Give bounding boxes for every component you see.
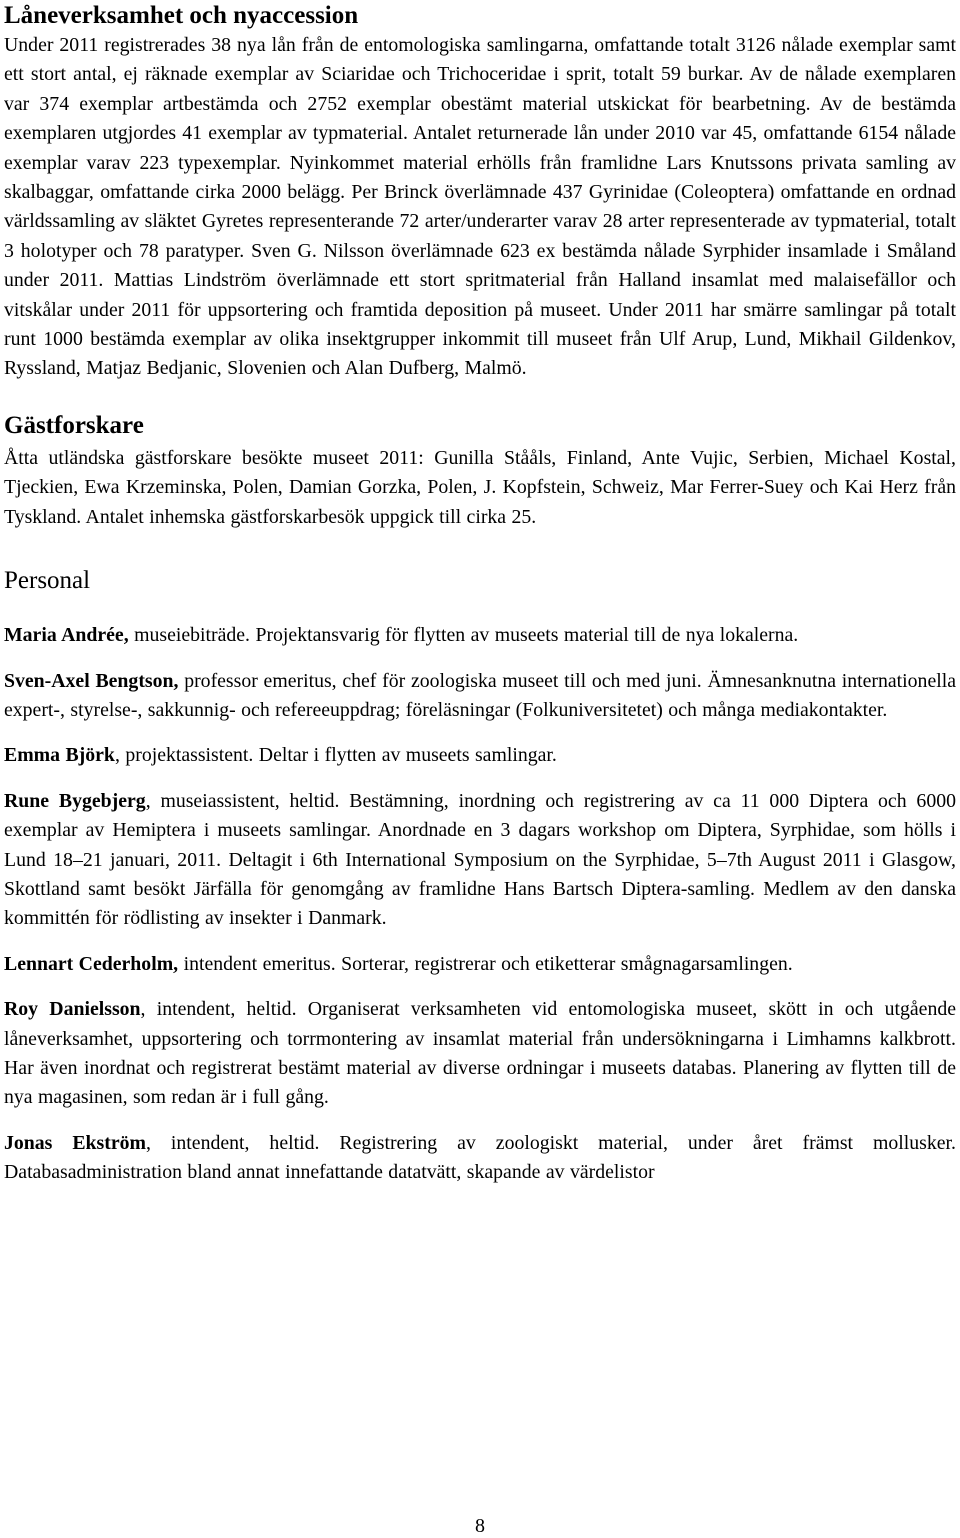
staff-entry (4, 667, 956, 726)
document-page (4, 0, 956, 1188)
staff-description: , projektassistent. Deltar i flytten av museets samlingar. (114, 744, 557, 767)
staff-name: Rune Bygebjerg (4, 789, 146, 812)
staff-description: , intendent, heltid. Registrering av zoologiskt material, under året främst mollusker. Databasadministration bland annat innefattande datatvätt, skapande av värdelistor (4, 1131, 956, 1184)
staff-entry (4, 621, 956, 650)
section-heading-staff: Personal (4, 567, 91, 595)
staff-name: Sven-Axel Bengtson, (4, 669, 179, 692)
staff-name: Jonas Ekström (4, 1131, 146, 1154)
staff-name: Maria Andrée, (4, 624, 129, 647)
staff-entry (4, 995, 956, 1113)
staff-name: Roy Danielsson (4, 998, 141, 1021)
staff-entry (4, 741, 956, 770)
section-heading-loans: Låneverksamhet och nyaccession (4, 2, 359, 29)
staff-description: intendent emeritus. Sorterar, registrerar och etiketterar smågnagarsamlingen. (178, 952, 793, 975)
staff-description: museiebiträde. Projektansvarig för flytten av museets material till de nya lokalerna. (128, 624, 799, 647)
staff-name: Emma Björk (4, 744, 115, 767)
staff-description: professor emeritus, chef för zoologiska museet till och med juni. Ämnesanknutna internationella expert-, styrelse-, sakkunnig- och refereeuppdrag; föreläsningar (Folkuniversitetet) och många mediakontakter. (4, 669, 956, 721)
staff-entry (4, 1129, 956, 1188)
staff-description: , intendent, heltid. Organiserat verksamheten vid entomologiska museet, skött in och utgående låneverksamhet, uppsortering och torrmontering av insamlat material från undersökningarna i Limhamns kalkbrott. Har även inordnat och registrerat bestämt material av diverse ordningar i museets databas. Planering av flytten till de nya magasinen, som redan är i full gång. (4, 998, 956, 1109)
staff-name: Lennart Cederholm, (4, 952, 179, 975)
staff-entry (4, 787, 956, 934)
section-text-guests: Åtta utländska gästforskare besökte museet 2011: Gunilla Stååls, Finland, Ante Vujic, Serbien, Michael Kostal, Tjeckien, Ewa Krzeminska, Polen, Damian Gorzka, Polen, J. Kopfstein, Schweiz, Mar Ferrer-Suey och Kai Herz från Tyskland. Antalet inhemska gästforskarbesök uppgick till cirka 25. (4, 446, 956, 528)
staff-entry (4, 950, 956, 979)
section-text-loans: Under 2011 registrerades 38 nya lån från de entomologiska samlingarna, omfattande totalt 3126 nålade exemplar samt ett stort antal, ej räknade exemplar av Sciaridae och Trichoceridae i sprit, totalt 59 burkar. Av de nålade exemplaren var 374 exemplar artbestämda och 2752 exemplar obestämt material utskickat för bearbetning. Av de bestämda exemplaren utgjordes 41 exemplar av typmaterial. Antalet returnerade lån under 2010 var 45, omfattande 6154 nålade exemplar varav 223 typexemplar. Nyinkommet material erhölls från framlidne Lars Knutssons privata samling av skalbaggar, omfattande cirka 2000 belägg. Per Brinck överlämnade 437 Gyrinidae (Coleoptera) omfattande en ordnad världssamling av släktet Gyretes representerande 72 arter/underarter varav 28 arter representerade av typmaterial, totalt 3 holotyper och 78 paratyper. Sven G. Nilsson överlämnade 623 ex bestämda nålade Syrphider insamlade i Småland under 2011. Mattias Lindström överlämnade ett stort spritmaterial från Halland insamlat med malaisefällor och vitskålar under 2011 för uppsortering och framtida deposition på museet. Under 2011 har smärre samlingar på totalt runt 1000 bestämda exemplar av olika insektgrupper inkommit till museet från Ulf Arup, Lund, Mikhail Gildenkov, Ryssland, Matjaz Bedjanic, Slovenien och Alan Dufberg, Malmö. (4, 34, 956, 380)
section-heading-guests: Gästforskare (4, 411, 144, 439)
page-number: 8 (475, 1515, 485, 1537)
staff-description: , museiassistent, heltid. Bestämning, inordning och registrering av ca 11 000 Diptera och 6000 exemplar av Hemiptera i museets samlingar. Anordnade en 3 dagars workshop om Diptera, Syrphidae, som hölls i Lund 18–21 januari, 2011. Deltagit i 6th International Symposium on the Syrphidae, 5–7th August 2011 i Glasgow, Skottland samt besökt Järfälla för genomgång av framlidne Hans Bartsch Diptera-samling. Medlem av den danska kommittén för rödlisting av insekter i Danmark. (4, 789, 956, 930)
